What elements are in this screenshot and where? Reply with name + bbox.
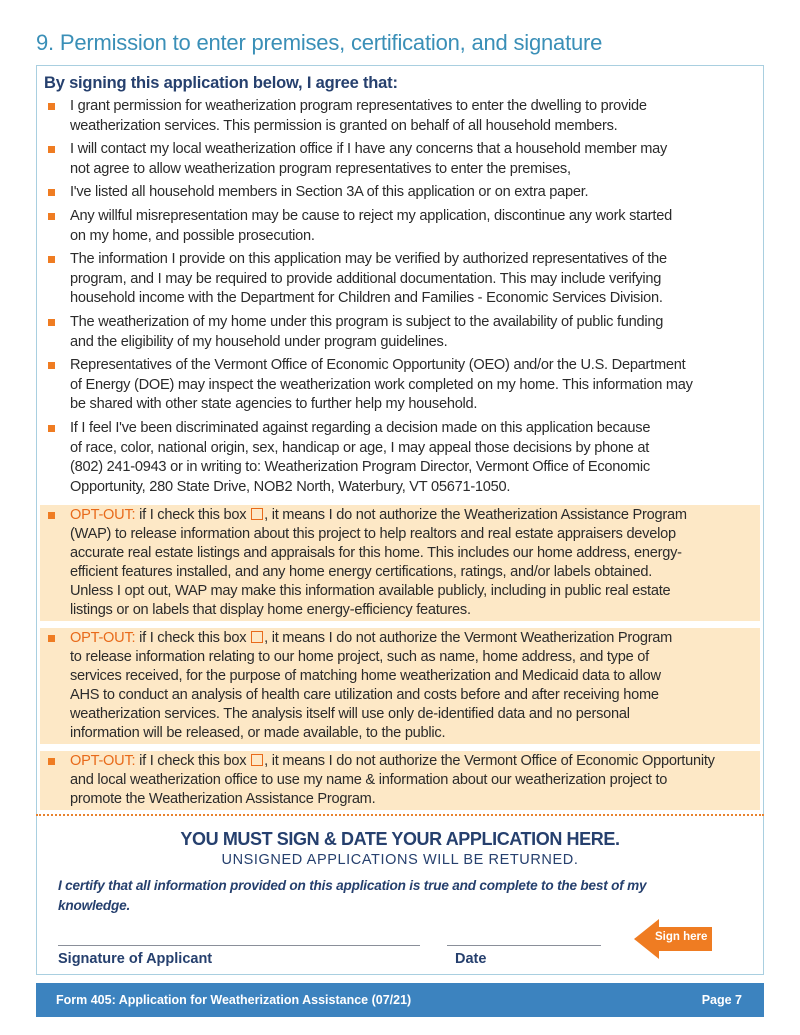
bullet-icon (48, 189, 55, 196)
item-text-line: AHS to conduct an analysis of health care utilization and costs before and after receiving home (70, 687, 659, 704)
opt-out-first-line (70, 506, 760, 525)
bullet-icon (48, 512, 55, 519)
opt-out-text: , it means I do not authorize the Vermont Weatherization Program (264, 630, 673, 647)
item-text-line: efficient features installed, and any home energy certifications, ratings, and/or labels obtained. (70, 564, 653, 581)
item-text-line: to release information relating to our home project, such as name, home address, and type of (70, 649, 649, 666)
opt-out-text: if I check this box (135, 753, 251, 770)
bullet-icon (48, 213, 55, 220)
opt-out-text: if I check this box (135, 507, 251, 524)
item-text-line: The information I provide on this application may be verified by authorized representatives of the (70, 251, 667, 268)
item-text-line: and local weatherization office to use my name & information about our weatherization project to (70, 772, 668, 789)
sign-here-label: Sign here (655, 931, 708, 943)
intro-heading: By signing this application below, I agree that: (44, 74, 398, 92)
bullet-icon (48, 425, 55, 432)
list-item (40, 183, 760, 207)
certification-statement: I certify that all information provided on this application is true and complete to the best of my knowledge. (58, 878, 647, 913)
item-text-line: on my home, and possible prosecution. (70, 227, 315, 244)
item-text-line: (802) 241-0943 or in writing to: Weatherization Program Director, Vermont Office of Economic (70, 459, 650, 476)
item-text-line: of race, color, national origin, sex, handicap or age, I may appeal those decisions by phone at (70, 439, 650, 456)
bullet-icon (48, 103, 55, 110)
bullet-icon (48, 635, 55, 642)
list-item (40, 313, 760, 356)
item-text-line: information will be released, or made available, to the public. (70, 725, 446, 742)
dotted-divider (36, 814, 764, 816)
item-text-line: listings or on labels that display home energy-efficiency features. (70, 602, 471, 619)
item-text-line: If I feel I've been discriminated against regarding a decision made on this application because (70, 419, 651, 436)
date-field[interactable] (447, 945, 601, 946)
item-text-line: The weatherization of my home under this program is subject to the availability of public funding (70, 313, 664, 330)
item-text-line: I grant permission for weatherization program representatives to enter the dwelling to provide (70, 98, 647, 114)
page-footer (36, 983, 764, 1017)
signature-field[interactable] (58, 945, 420, 946)
item-text-line: weatherization services. This permission is granted on behalf of all household members. (70, 117, 618, 134)
opt-out-text: , it means I do not authorize the Vermont Office of Economic Opportunity (264, 753, 715, 770)
item-text-line: and the eligibility of my household under program guidelines. (70, 333, 448, 350)
opt-out-checkbox[interactable] (251, 631, 263, 643)
opt-out-checkbox[interactable] (251, 508, 263, 520)
bullet-icon (48, 362, 55, 369)
item-text-line: not agree to allow weatherization program representatives to enter the premises, (70, 160, 571, 177)
opt-out-label: OPT-OUT: (70, 630, 136, 647)
section-title: 9. Permission to enter premises, certification, and signature (36, 30, 603, 55)
item-text-line: be shared with other state agencies to further help my household. (70, 396, 478, 413)
item-text-line: services received, for the purpose of matching home weatherization and Medicaid data to allow (70, 668, 661, 685)
item-text-line: Any willful misrepresentation may be cause to reject my application, discontinue any work started (70, 207, 672, 224)
opt-out-checkbox[interactable] (251, 754, 263, 766)
item-text-line: of Energy (DOE) may inspect the weatherization work completed on my home. This information may (70, 376, 693, 393)
bullet-icon (48, 319, 55, 326)
opt-out-label: OPT-OUT: (70, 753, 136, 770)
list-item (40, 356, 760, 419)
list-item (40, 250, 760, 313)
signature-label: Signature of Applicant (58, 951, 213, 967)
bullet-icon (48, 146, 55, 153)
item-text-line: Representatives of the Vermont Office of Economic Opportunity (OEO) and/or the U.S. Department (70, 357, 686, 374)
opt-out-text: if I check this box (135, 630, 251, 647)
date-label: Date (455, 951, 487, 967)
list-item (40, 140, 760, 183)
item-text-line: Unless I opt out, WAP may make this information available publicly, including in public real estate (70, 583, 671, 600)
item-text-line: Opportunity, 280 State Drive, NOB2 North, Waterbury, VT 05671-1050. (70, 478, 511, 495)
item-text-line: household income with the Department for Children and Families - Economic Services Division. (70, 290, 663, 307)
item-text-line: (WAP) to release information about this project to help realtors and real estate appraisers develop (70, 526, 676, 543)
opt-out-label: OPT-OUT: (70, 507, 136, 524)
agreement-list (40, 97, 760, 817)
opt-out-first-line (70, 752, 760, 771)
bullet-icon (48, 256, 55, 263)
list-item (40, 207, 760, 250)
item-text-line: weatherization services. The analysis itself will use only de-identified data and no personal (70, 706, 630, 723)
opt-out-text: , it means I do not authorize the Weatherization Assistance Program (264, 507, 687, 524)
must-sign-heading: YOU MUST SIGN & DATE YOUR APPLICATION HERE. (180, 829, 620, 849)
opt-out-item (40, 505, 760, 621)
list-item (40, 419, 760, 501)
item-text-line: accurate real estate listings and appraisals for this home. This includes our home address, energy- (70, 545, 682, 562)
item-text-line: promote the Weatherization Assistance Program. (70, 791, 376, 808)
page-number: Page 7 (701, 993, 742, 1007)
opt-out-first-line (70, 629, 760, 648)
list-item (40, 97, 760, 140)
unsigned-warning: UNSIGNED APPLICATIONS WILL BE RETURNED. (221, 852, 579, 868)
item-text-line: program, and I may be required to provide additional documentation. This may include verifying (70, 270, 662, 287)
opt-out-item (40, 628, 760, 744)
item-text-line: I will contact my local weatherization office if I have any concerns that a household member may (70, 141, 668, 158)
item-text-line: I've listed all household members in Section 3A of this application or on extra paper. (70, 184, 589, 201)
bullet-icon (48, 758, 55, 765)
form-name: Form 405: Application for Weatherization Assistance (07/21) (56, 993, 412, 1007)
opt-out-item (40, 751, 760, 810)
